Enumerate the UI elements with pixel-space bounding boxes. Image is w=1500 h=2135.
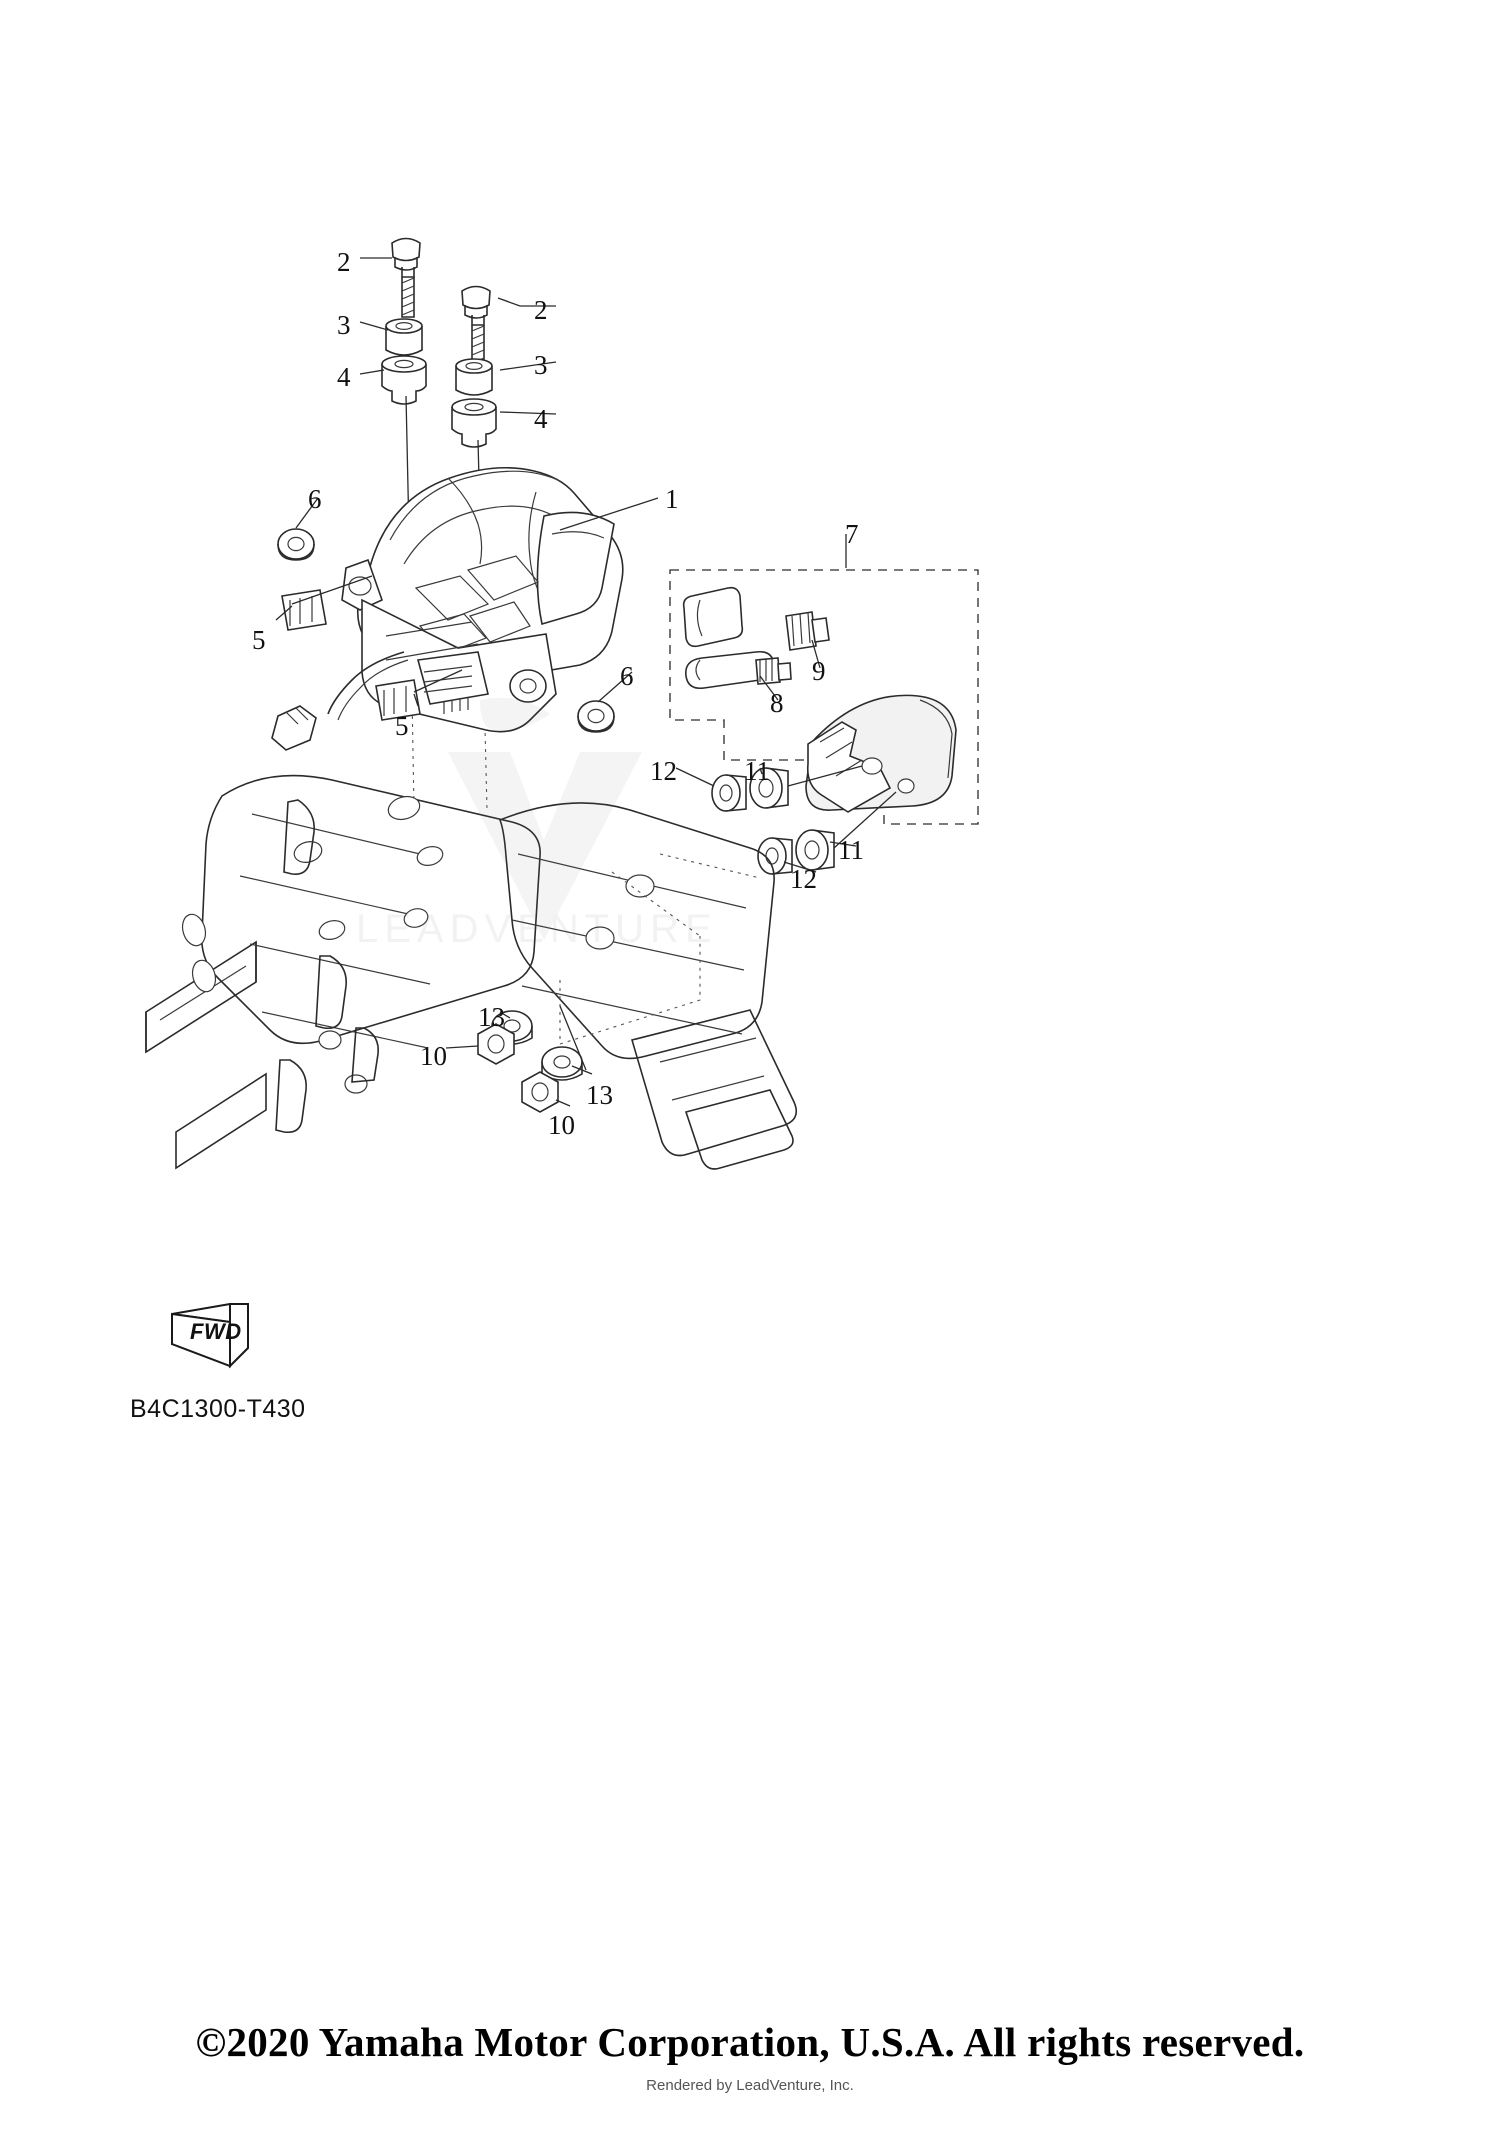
license-lamp-body [806, 695, 956, 812]
callout-2-right: 2 [534, 295, 548, 325]
watermark-text: LEADVENTURE [356, 907, 718, 951]
callout-6-left: 6 [308, 484, 322, 514]
callout-1: 1 [665, 484, 679, 514]
callout-13-upper: 13 [478, 1002, 505, 1032]
grommet-item-4-left [382, 356, 426, 404]
bushing-item-12-upper [712, 775, 746, 811]
callout-7: 7 [845, 519, 859, 549]
callout-13-lower: 13 [586, 1080, 613, 1110]
callout-3-right: 3 [534, 350, 548, 380]
callout-10-lower: 10 [548, 1110, 575, 1140]
copyright-notice: ©2020 Yamaha Motor Corporation, U.S.A. All rights reserved. [195, 2019, 1305, 2065]
part-code: B4C1300-T430 [130, 1395, 306, 1423]
callout-12-upper: 12 [650, 756, 677, 786]
callout-4-left: 4 [337, 362, 351, 392]
rear-frame-reference [146, 776, 796, 1169]
bolt-item-2-right [462, 287, 490, 366]
washer-item-13-lower [542, 1047, 582, 1080]
taillight-housing-item-1 [272, 468, 623, 750]
bushing-item-12-lower [758, 838, 792, 874]
callout-11-lower: 11 [838, 835, 864, 865]
callout-11-upper: 11 [744, 756, 770, 786]
callout-5-left: 5 [252, 625, 266, 655]
callout-5-right: 5 [395, 711, 409, 741]
reflector-part [684, 588, 743, 647]
socket-item-9 [786, 612, 829, 650]
collar-item-3-right [456, 359, 492, 395]
callout-12-lower: 12 [790, 864, 817, 894]
grommet-item-4-right [452, 399, 496, 447]
callout-8: 8 [770, 688, 784, 718]
callout-6-right: 6 [620, 661, 634, 691]
callout-3-left: 3 [337, 310, 351, 340]
callout-4-right: 4 [534, 404, 548, 434]
fwd-direction-indicator [168, 1300, 258, 1370]
fwd-label: FWD [190, 1319, 242, 1344]
collar-item-3-left [386, 319, 422, 355]
callout-9: 9 [812, 656, 826, 686]
callout-2-left: 2 [337, 247, 351, 277]
grommet-item-6-left [278, 529, 314, 560]
bulb-item-8 [686, 652, 791, 689]
callout-10-upper: 10 [420, 1041, 447, 1071]
rendered-by-notice: Rendered by LeadVenture, Inc. [646, 2077, 854, 2094]
bolt-item-2-left [392, 239, 420, 318]
clip-item-5-left [282, 590, 326, 630]
grommet-item-6-right [578, 701, 614, 732]
